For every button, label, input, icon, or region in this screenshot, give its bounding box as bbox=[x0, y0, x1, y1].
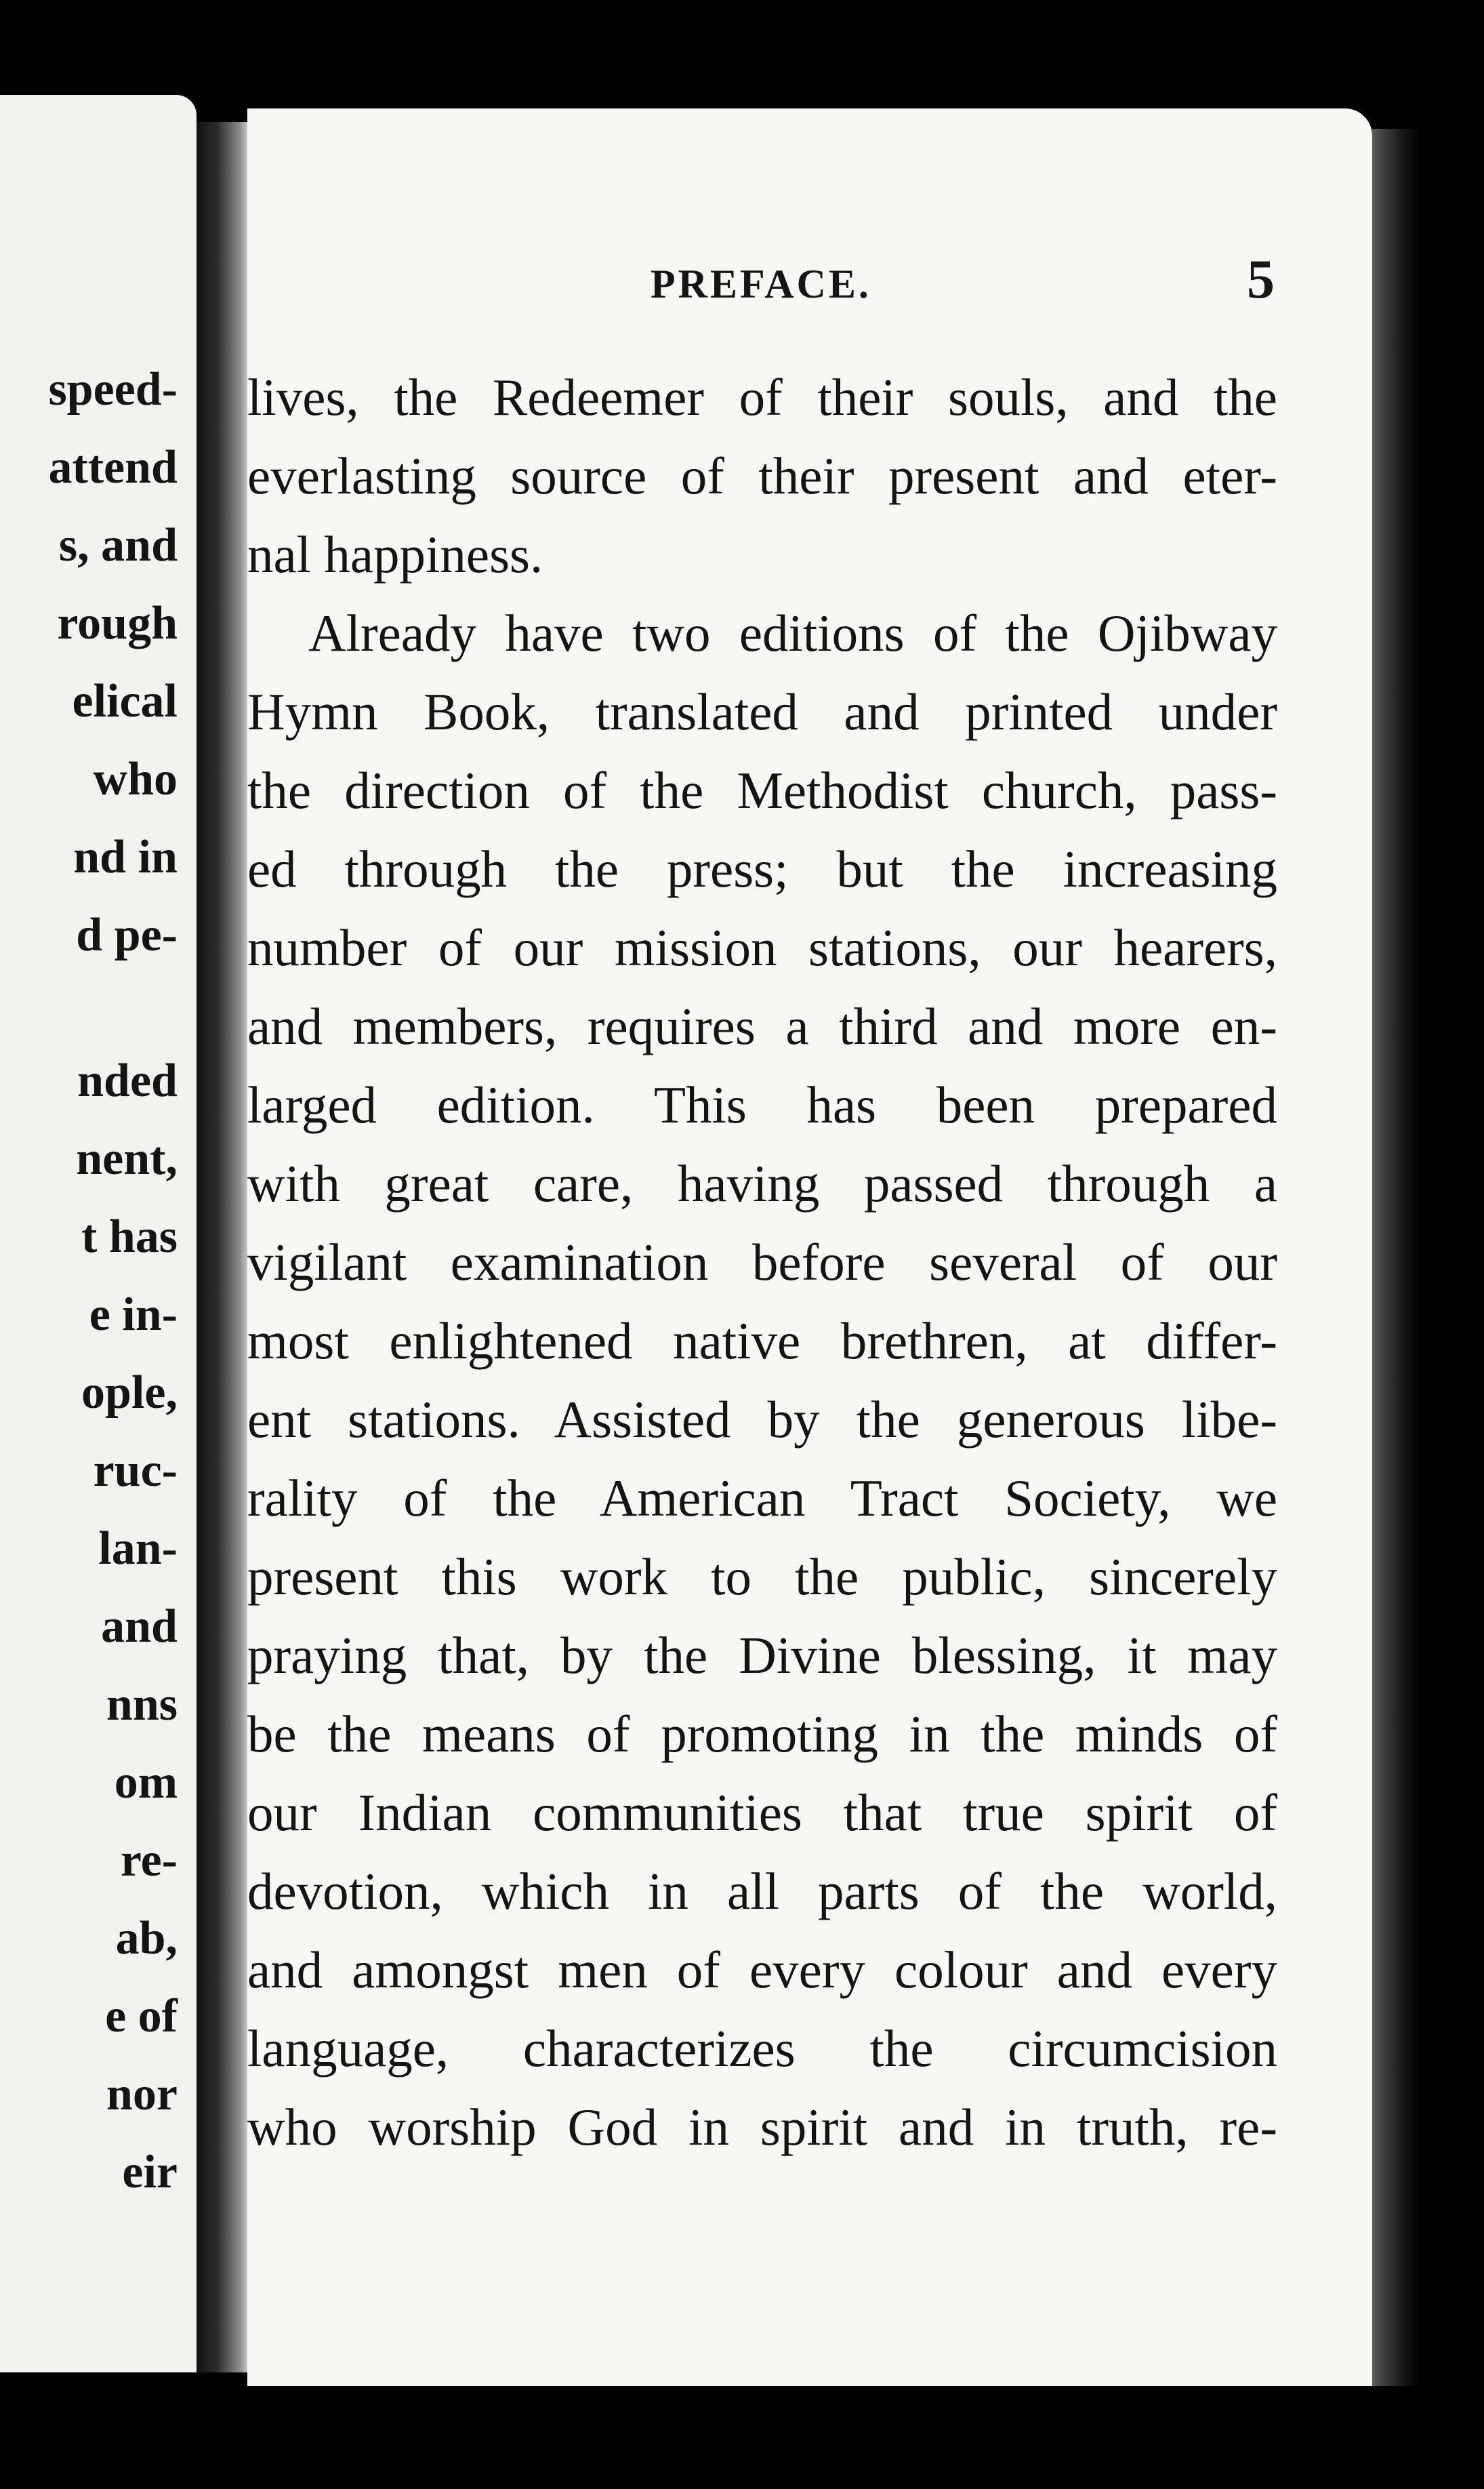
text-line: language, characterizes the circumcision bbox=[247, 2019, 1277, 2078]
text-line: everlasting source of their present and eter- bbox=[247, 447, 1277, 505]
left-line-fragment: re- bbox=[120, 1834, 178, 1886]
left-line-fragment: nor bbox=[106, 2068, 178, 2120]
left-line-fragment: e in- bbox=[89, 1289, 178, 1341]
left-line-fragment: nd in bbox=[73, 831, 178, 883]
text-line: praying that, by the Divine blessing, it may bbox=[247, 1626, 1277, 1684]
text-line: devotion, which in all parts of the world, bbox=[247, 1862, 1277, 1920]
left-line-fragment: attend bbox=[48, 441, 178, 493]
text-line: rality of the American Tract Society, we bbox=[247, 1469, 1277, 1527]
left-line-fragment: d pe- bbox=[76, 909, 178, 961]
left-line-fragment: lan- bbox=[98, 1522, 178, 1575]
left-line-fragment: eir bbox=[122, 2146, 178, 2198]
running-head: PREFACE. bbox=[651, 262, 871, 306]
text-line: Hymn Book, translated and printed under bbox=[247, 683, 1277, 741]
text-line: nal happiness. bbox=[247, 525, 543, 584]
text-line: present this work to the public, sincerely bbox=[247, 1547, 1277, 1606]
text-line: lives, the Redeemer of their souls, and the bbox=[247, 368, 1277, 426]
text-line: ed through the press; but the increasing bbox=[247, 840, 1277, 898]
text-line: our Indian communities that true spirit of bbox=[247, 1783, 1277, 1842]
left-line-fragment: e of bbox=[105, 1990, 178, 2042]
left-line-fragment: elical bbox=[72, 675, 178, 727]
left-line-fragment: t has bbox=[81, 1211, 178, 1263]
left-line-fragment: nded bbox=[77, 1055, 178, 1107]
text-line: with great care, having passed through a bbox=[247, 1154, 1277, 1213]
left-line-fragment: speed- bbox=[48, 363, 178, 416]
text-line: ent stations. Assisted by the generous libe- bbox=[247, 1390, 1277, 1449]
left-line-fragment: and bbox=[101, 1600, 178, 1653]
text-line: Already have two editions of the Ojibway bbox=[308, 604, 1277, 662]
left-line-fragment: rough bbox=[57, 597, 178, 649]
page-edge-shadow bbox=[1372, 129, 1420, 2386]
left-line-fragment: ople, bbox=[81, 1367, 178, 1419]
text-line: larged edition. This has been prepared bbox=[247, 1076, 1277, 1134]
previous-page-fragment bbox=[0, 95, 197, 2372]
left-line-fragment: s, and bbox=[58, 519, 178, 571]
text-line: the direction of the Methodist church, pass- bbox=[247, 761, 1277, 819]
text-line: most enlightened native brethren, at differ- bbox=[247, 1312, 1277, 1370]
left-line-fragment: nent, bbox=[76, 1133, 178, 1185]
text-line: be the means of promoting in the minds of bbox=[247, 1705, 1277, 1763]
book-gutter-shadow bbox=[197, 122, 247, 2372]
left-line-fragment: om bbox=[114, 1756, 178, 1808]
left-line-fragment: ab, bbox=[115, 1912, 178, 1964]
text-line: and members, requires a third and more en- bbox=[247, 997, 1277, 1055]
text-line: number of our mission stations, our hearers, bbox=[247, 918, 1277, 977]
text-line: and amongst men of every colour and every bbox=[247, 1941, 1277, 1999]
text-line: who worship God in spirit and in truth, re- bbox=[247, 2098, 1277, 2156]
left-line-fragment: who bbox=[93, 753, 178, 805]
page-number: 5 bbox=[1247, 248, 1275, 310]
text-line: vigilant examination before several of our bbox=[247, 1233, 1277, 1291]
left-line-fragment: ruc- bbox=[93, 1444, 178, 1497]
left-line-fragment: nns bbox=[106, 1678, 178, 1731]
